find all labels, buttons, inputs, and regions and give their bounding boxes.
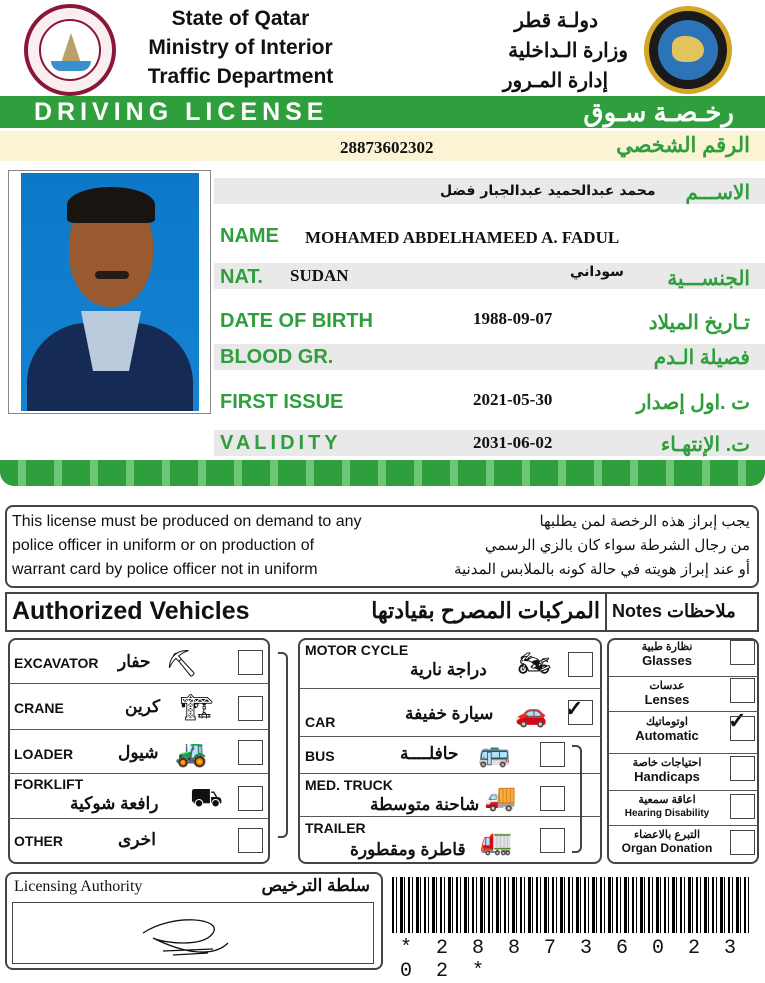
- vehicle-forklift-ar: رافعة شوكية: [70, 794, 159, 813]
- personal-number-label: الرقم الشخصي: [616, 134, 750, 157]
- trailer-icon: 🚛: [480, 826, 513, 856]
- vehicle-medtruck-en: MED. TRUCK: [305, 777, 393, 793]
- signature-icon: [13, 903, 375, 965]
- check-mark-automatic: ✓: [728, 708, 747, 733]
- note-organ-donation: التبرع بالاعضاء Organ Donation: [621, 829, 713, 855]
- validity-value: 2031-06-02: [473, 433, 553, 452]
- vehicle-car-ar: سيارة خفيفة: [405, 704, 494, 723]
- personal-number: 28873602302: [340, 138, 434, 157]
- checkbox-hearing[interactable]: [730, 794, 755, 819]
- first-issue-label: FIRST ISSUE: [220, 391, 344, 413]
- blood-label-ar: فصيلة الـدم: [653, 347, 750, 369]
- notes-title: Notes ملاحظات: [612, 601, 736, 621]
- excavator-icon: ⛏: [165, 648, 199, 678]
- vehicle-loader-ar: شيول: [118, 743, 159, 762]
- group-bracket: [278, 652, 288, 838]
- name-label: NAME: [220, 225, 279, 247]
- checkbox-loader[interactable]: [238, 740, 263, 765]
- qatar-moi-seal: [24, 4, 116, 96]
- header-english: State of Qatar Ministry of Interior Traffic Department: [147, 7, 334, 88]
- gcc-emblem: [644, 6, 732, 94]
- vehicle-excavator-ar: حفار: [118, 652, 151, 671]
- checkbox-medtruck[interactable]: [540, 786, 565, 811]
- authorized-divider: [605, 592, 607, 632]
- vehicle-other-en: OTHER: [14, 833, 63, 849]
- signature-area: [12, 902, 374, 964]
- truck-icon: 🚚: [484, 782, 517, 812]
- header-arabic: دولـة قطر وزارة الـداخلية إدارة المـرور: [502, 10, 628, 92]
- vehicle-excavator-en: EXCAVATOR: [14, 655, 99, 671]
- nationality-value: SUDAN: [290, 266, 349, 285]
- crane-icon: 🏗: [180, 692, 214, 722]
- note-automatic: اوتوماتيك Automatic: [635, 716, 699, 743]
- notice-english: This license must be produced on demand to any police officer in uniform or on production of warrant card by police officer not in uniform: [12, 513, 362, 578]
- decorative-border: [0, 460, 765, 486]
- name-arabic-label: الاســـم: [685, 182, 750, 204]
- authority-label-en: Licensing Authority: [14, 878, 143, 895]
- checkbox-handicaps[interactable]: [730, 756, 755, 781]
- notice-arabic: يجب إبراز هذه الرخصة لمن يطلبها من رجال الشرطة سواء كان بالزي الرسمي أو عند إبراز هويته في حالة كونه بالملابس المدنية: [453, 513, 750, 578]
- authority-label-ar: سلطة الترخيص: [261, 876, 370, 895]
- vehicle-motorcycle-ar: دراجة نارية: [410, 660, 487, 679]
- truck-group-bracket: [572, 745, 582, 853]
- car-icon: 🚗: [515, 698, 548, 728]
- checkbox-car[interactable]: [568, 700, 593, 725]
- bus-icon: 🚌: [478, 738, 511, 768]
- banner-title-en: DRIVING LICENSE: [34, 98, 329, 126]
- vehicle-trailer-en: TRAILER: [305, 820, 366, 836]
- checkbox-trailer[interactable]: [540, 828, 565, 853]
- nationality-value-ar: سوداني: [570, 264, 624, 280]
- checkbox-organ-donation[interactable]: [730, 830, 755, 855]
- vehicle-crane-en: CRANE: [14, 700, 64, 716]
- validity-label-ar: ت. الإنتهـاء: [660, 434, 750, 456]
- checkbox-motorcycle[interactable]: [568, 652, 593, 677]
- vehicle-loader-en: LOADER: [14, 746, 74, 762]
- checkbox-excavator[interactable]: [238, 650, 263, 675]
- dob-label-ar: تـاريخ الميلاد: [648, 312, 750, 334]
- name-value: MOHAMED ABDELHAMEED A. FADUL: [305, 228, 620, 247]
- note-hearing: اعاقة سمعية Hearing Disability: [624, 794, 710, 819]
- barcode: [392, 877, 752, 933]
- dob-label: DATE OF BIRTH: [220, 310, 373, 332]
- vehicle-medtruck-ar: شاحنة متوسطة: [370, 795, 480, 814]
- vehicle-bus-ar: حافلــــة: [400, 744, 459, 763]
- authorized-title-ar: المركبات المصرح بقيادتها: [371, 598, 600, 623]
- checkbox-glasses[interactable]: [730, 640, 755, 665]
- vehicle-forklift-en: FORKLIFT: [14, 776, 84, 792]
- note-handicaps: احتياجات خاصة Handicaps: [632, 757, 702, 784]
- check-mark-car: ✓: [565, 696, 584, 721]
- checkbox-lenses[interactable]: [730, 678, 755, 703]
- note-lenses: عدسات Lenses: [644, 680, 690, 707]
- forklift-icon: ⛟: [190, 782, 223, 812]
- checkbox-bus[interactable]: [540, 742, 565, 767]
- dob-value: 1988-09-07: [473, 309, 553, 328]
- vehicle-other-ar: اخرى: [118, 830, 156, 849]
- checkbox-crane[interactable]: [238, 696, 263, 721]
- vehicle-motorcycle-en: MOTOR CYCLE: [305, 642, 409, 658]
- checkbox-other[interactable]: [238, 828, 263, 853]
- motorcycle-icon: 🏍: [518, 648, 552, 678]
- nationality-label: NAT.: [220, 266, 263, 288]
- vehicle-bus-en: BUS: [305, 748, 335, 764]
- nationality-label-ar: الجنســـية: [667, 268, 750, 290]
- blood-label: BLOOD GR.: [220, 346, 334, 368]
- first-issue-label-ar: ت .اول إصدار: [636, 392, 750, 414]
- checkbox-forklift[interactable]: [238, 786, 263, 811]
- name-arabic-value: محمد عبدالحميد عبدالجبار فضل: [440, 183, 656, 199]
- note-glasses: نظارة طبية Glasses: [641, 641, 693, 668]
- vehicle-trailer-ar: قاطرة ومقطورة: [350, 840, 466, 859]
- banner-title-ar: رخـصـة سـوق: [583, 97, 734, 127]
- authorized-title-en: Authorized Vehicles: [12, 597, 250, 625]
- vehicle-crane-ar: كرين: [125, 697, 161, 716]
- holder-photo: [8, 170, 211, 414]
- vehicle-car-en: CAR: [305, 714, 336, 730]
- barcode-number: * 2 8 8 7 3 6 0 2 3 0 2 *: [400, 937, 743, 983]
- checkbox-automatic[interactable]: [730, 716, 755, 741]
- validity-label: VALIDITY: [220, 432, 342, 454]
- first-issue-value: 2021-05-30: [473, 390, 553, 409]
- loader-icon: 🚜: [175, 738, 208, 768]
